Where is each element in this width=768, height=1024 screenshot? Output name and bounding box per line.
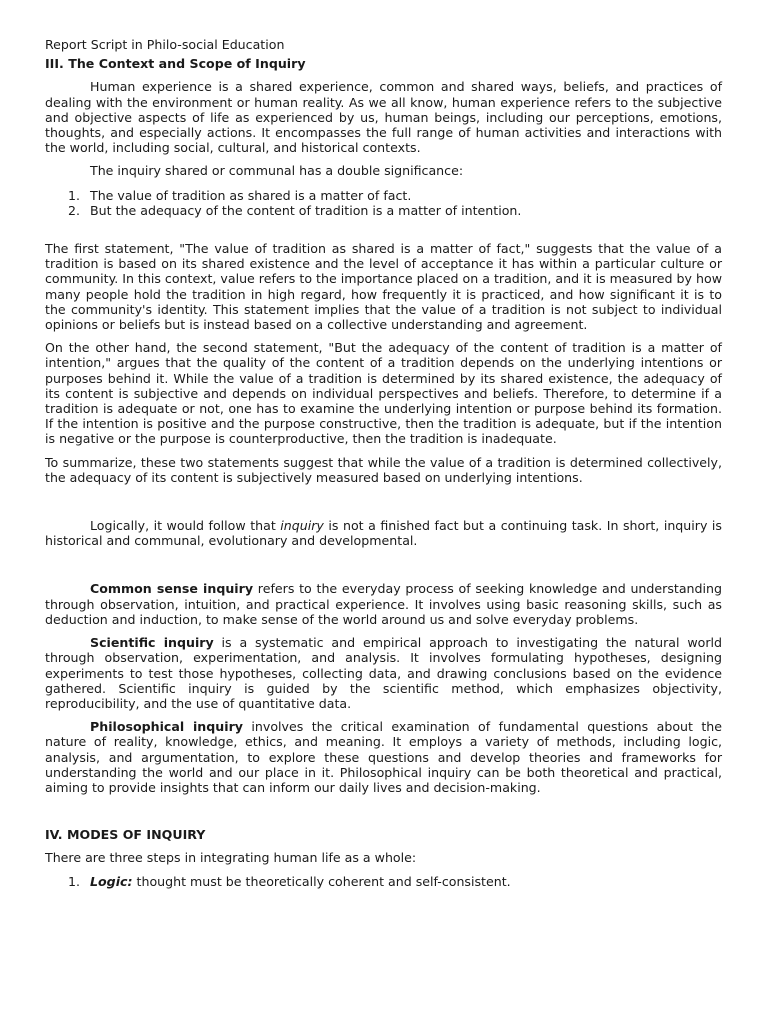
logic-term: Logic: <box>90 873 133 889</box>
document-page <box>45 37 722 889</box>
paragraph-first-statement: The first statement, "The value of tradition as shared is a matter of fact," suggests that the value of a tradition is based on its shared existence and the level of acceptance it has within a particular culture or community. In this context, value refers to the importance placed on a tradition, and it is measured by how many people hold the tradition in high regard, how frequently it is practiced, and how significant it is to the community's identity. This statement implies that the value of a tradition is not subject to individual opinions or beliefs but is instead based on a collective understanding and agreement. <box>45 241 722 333</box>
modes-list <box>45 874 722 889</box>
list-item: 2. But the adequacy of the content of tradition is a matter of intention. <box>68 202 522 218</box>
section-3-heading: III. The Context and Scope of Inquiry <box>45 56 306 72</box>
paragraph-philosophical-inquiry: Philosophical inquiry involves the critical examination of fundamental questions about the nature of reality, knowledge, ethics, and meaning. It employs a variety of methods, including logic, analysis, and argumentation, to explore these questions and develop theories and frameworks for understanding the world and our place in it. Philosophical inquiry can be both theoretical and practical, aiming to provide insights that can inform our daily lives and decision-making. <box>45 719 723 795</box>
list-item: 1. The value of tradition as shared is a matter of fact. <box>68 187 412 203</box>
paragraph-common-sense-inquiry: Common sense inquiry refers to the everyday process of seeking knowledge and understanding through observation, intuition, and practical experience. It involves using basic reasoning skills, such as deduction and induction, to make sense of the world around us and solve everyday problems. <box>45 581 722 627</box>
paragraph-three-steps: There are three steps in integrating human life as a whole: <box>45 850 417 866</box>
paragraph-scientific-inquiry: Scientific inquiry is a systematic and empirical approach to investigating the natural world through observation, experimentation, and analysis. It involves formulating hypotheses, designing experiments to test those hypotheses, collecting data, and drawing conclusions based on the evidence gathered. Scientific inquiry is guided by the scientific method, which emphasizes objectivity, reproducibility, and the use of quantitative data. <box>45 635 722 711</box>
paragraph-double-significance: The inquiry shared or communal has a double significance: <box>90 163 464 179</box>
paragraph-human-experience: Human experience is a shared experience, common and shared ways, beliefs, and practices of dealing with the environment or human reality. As we all know, human experience refers to the subjective and objective aspects of life as experienced by us, human beings, including our perceptions, emotions, thoughts, and especially actions. It encompasses the full range of human activities and interactions with the world, including social, cultural, and historical contexts. <box>45 79 722 156</box>
list-item: 1. Logic: thought must be theoretically coherent and self-consistent. <box>68 873 511 889</box>
document-header: Report Script in Philo-social Education <box>45 37 285 52</box>
section-4-heading: IV. MODES OF INQUIRY <box>45 827 206 843</box>
paragraph-second-statement: On the other hand, the second statement, "But the adequacy of the content of tradition is a matter of intention," argues that the quality of the content of a tradition depends on the underlying intentions or purposes behind it. While the value of a tradition is determined by its shared existence, the adequacy of its content is subjective and depends on individual perspectives and beliefs. Therefore, to determine if a tradition is adequate or not, one has to examine the underlying intention or purpose behind its formation. If the intention is positive and the purpose constructive, then the tradition is adequate, but if the intention is negative or the purpose is counterproductive, then the tradition is inadequate. <box>45 340 722 447</box>
significance-list <box>45 188 722 218</box>
inquiry-emphasis: inquiry <box>280 518 324 534</box>
paragraph-summary: To summarize, these two statements suggest that while the value of a tradition is determined collectively, the adequacy of its content is subjectively measured based on underlying intentions. <box>45 454 722 485</box>
paragraph-inquiry-task: Logically, it would follow that inquiry is not a finished fact but a continuing task. In short, inquiry is historical and communal, evolutionary and developmental. <box>45 518 722 549</box>
